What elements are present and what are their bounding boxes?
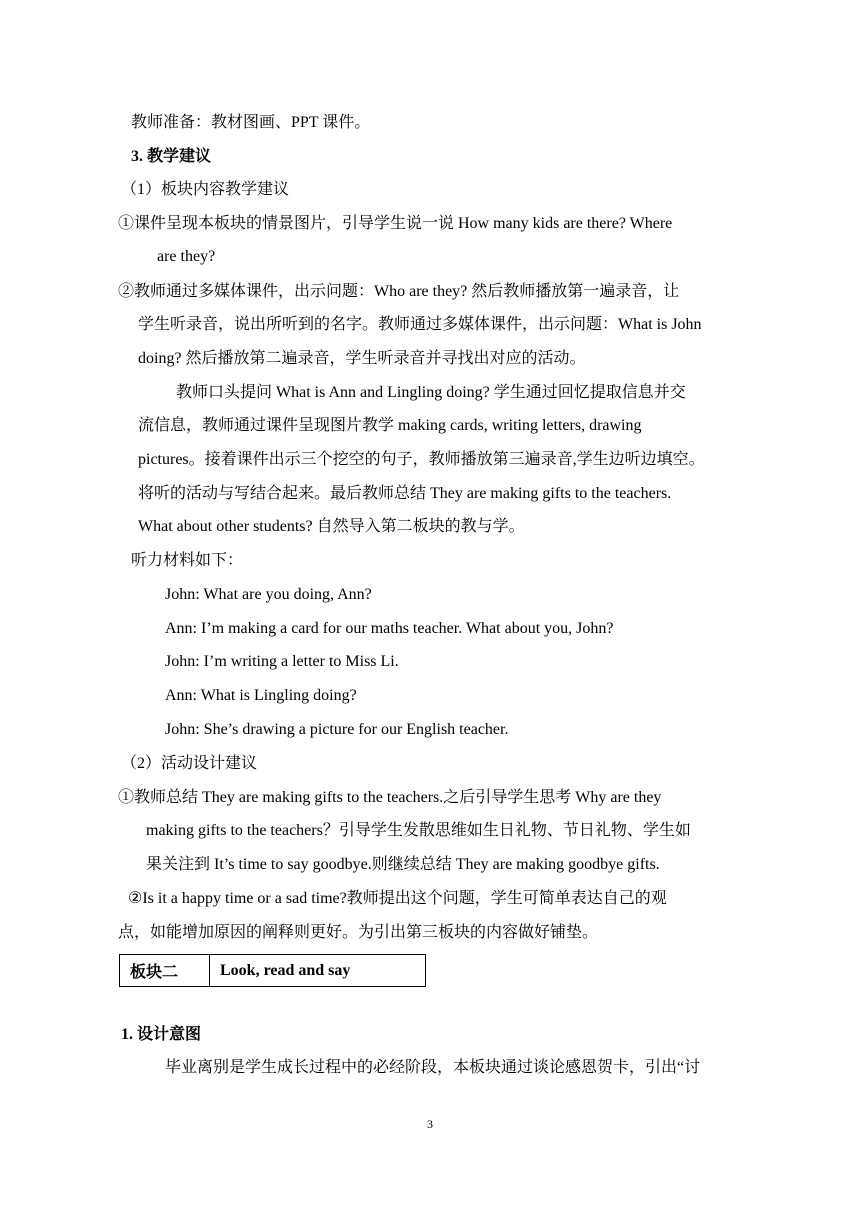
paragraph-line: 教师口头提问 What is Ann and Lingling doing? 学生通过回忆提取信息并交	[176, 384, 686, 401]
paragraph-line: ②Is it a happy time or a sad time?教师提出这个问题，学生可简单表达自己的观	[128, 890, 667, 907]
teacher-preparation-line: 教师准备：教材图画、PPT 课件。	[131, 114, 371, 131]
dialogue-line: Ann: What is Lingling doing?	[165, 687, 357, 704]
dialogue-line: Ann: I’m making a card for our maths teacher. What about you, John?	[165, 620, 614, 637]
paragraph-line: 将听的活动与写结合起来。最后教师总结 They are making gifts to the teachers.	[138, 485, 672, 502]
listening-material-label: 听力材料如下：	[131, 552, 244, 569]
heading-design-intent: 1. 设计意图	[121, 1026, 202, 1043]
paragraph-line: 学生听录音，说出所听到的名字。教师通过多媒体课件，出示问题：What is John	[138, 316, 702, 333]
subheading-block-suggestions: （1）板块内容教学建议	[121, 181, 290, 198]
paragraph-line: 流信息，教师通过课件呈现图片教学 making cards, writing letters, drawing	[138, 417, 642, 434]
page-number: 3	[427, 1117, 433, 1131]
section-table	[119, 954, 426, 987]
paragraph-line: What about other students? 自然导入第二板块的教与学。	[138, 518, 525, 535]
paragraph-line: ①教师总结 They are making gifts to the teachers.之后引导学生思考 Why are they	[118, 789, 662, 806]
heading-teaching-suggestions: 3. 教学建议	[131, 148, 212, 165]
dialogue-line: John: I’m writing a letter to Miss Li.	[165, 653, 399, 670]
paragraph-line: ②教师通过多媒体课件，出示问题：Who are they? 然后教师播放第一遍录音，让	[118, 283, 680, 300]
section-table-title: Look, read and say	[220, 961, 351, 979]
subheading-activity-suggestions: （2）活动设计建议	[121, 755, 258, 772]
dialogue-line: John: What are you doing, Ann?	[165, 586, 372, 603]
paragraph-line: pictures。接着课件出示三个挖空的句子，教师播放第三遍录音,学生边听边填空。	[138, 451, 705, 468]
section-table-label: 板块二	[120, 955, 210, 986]
dialogue-line: John: She’s drawing a picture for our English teacher.	[165, 721, 509, 738]
paragraph-line: doing? 然后播放第二遍录音，学生听录音并寻找出对应的活动。	[138, 350, 586, 367]
paragraph-line: 毕业离别是学生成长过程中的必经阶段，本板块通过谈论感恩贺卡，引出“讨	[165, 1059, 701, 1076]
paragraph-line: ①课件呈现本板块的情景图片，引导学生说一说 How many kids are there? Where	[118, 215, 673, 232]
paragraph-line: are they?	[157, 248, 216, 265]
paragraph-line: 点，如能增加原因的阐释则更好。为引出第三板块的内容做好铺垫。	[118, 924, 599, 941]
paragraph-line: 果关注到 It’s time to say goodbye.则继续总结 They are making goodbye gifts.	[146, 856, 660, 873]
paragraph-line: making gifts to the teachers？引导学生发散思维如生日礼物、节日礼物、学生如	[146, 822, 691, 839]
